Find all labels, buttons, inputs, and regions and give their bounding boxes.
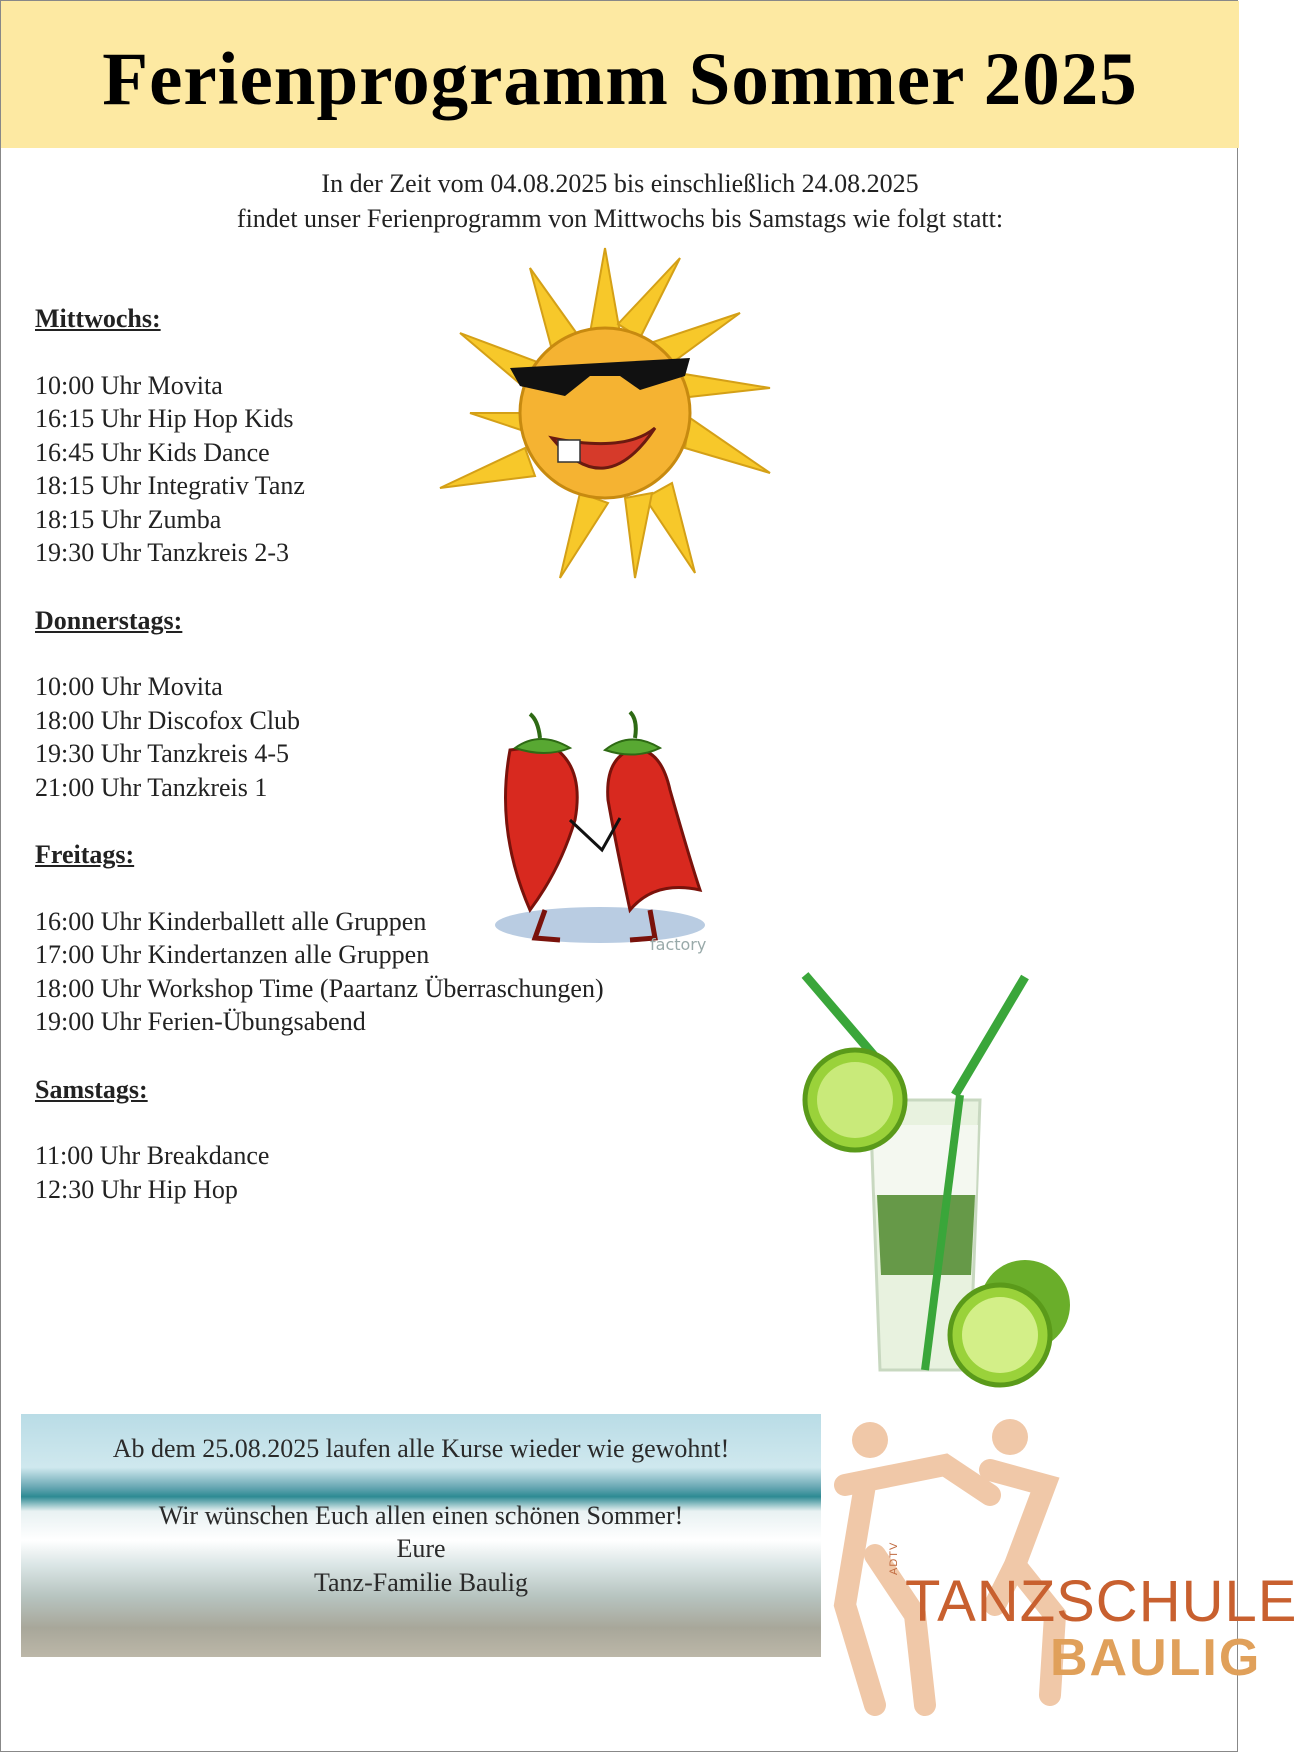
- day-title: Samstags:: [35, 1074, 148, 1104]
- course-item: 12:30 Uhr Hip Hop: [35, 1174, 238, 1204]
- closing-banner: [21, 1414, 821, 1657]
- banner-line-1: Ab dem 25.08.2025 laufen alle Kurse wieder wie gewohnt!: [112, 1434, 730, 1463]
- course-item: 10:00 Uhr Movita: [35, 672, 223, 701]
- logo-adtv: ADTV: [888, 1541, 900, 1575]
- page-title: Ferienprogramm Sommer 2025: [102, 37, 1138, 121]
- course-item: 11:00 Uhr Breakdance: [35, 1141, 270, 1170]
- dancing-peppers-icon: [490, 710, 730, 960]
- course-item: 18:15 Uhr Integrativ Tanz: [35, 471, 305, 500]
- course-item: 21:00 Uhr Tanzkreis 1: [35, 772, 268, 802]
- course-item: 18:00 Uhr Discofox Club: [35, 705, 301, 735]
- course-item: 16:00 Uhr Kinderballett alle Gruppen: [35, 906, 427, 936]
- mojito-glass-icon: [795, 965, 1085, 1400]
- sun-with-sunglasses-icon: [440, 248, 770, 583]
- title-banner: [1, 1, 1239, 148]
- course-item: 19:00 Uhr Ferien-Übungsabend: [35, 1007, 366, 1036]
- intro-text: [0, 166, 1240, 236]
- logo-name-line-1: TANZSCHULE: [905, 1569, 1297, 1634]
- day-title: Donnerstags:: [35, 605, 183, 635]
- course-item: 18:15 Uhr Zumba: [35, 504, 222, 534]
- intro-line-1: In der Zeit vom 04.08.2025 bis einschließlich 24.08.2025: [321, 169, 919, 198]
- day-block-samstags: [35, 1073, 604, 1207]
- course-item: 18:00 Uhr Workshop Time (Paartanz Überraschungen): [35, 973, 604, 1003]
- banner-line-4: Tanz-Familie Baulig: [313, 1568, 529, 1597]
- intro-line-2: findet unser Ferienprogramm von Mittwochs bis Samstags wie folgt statt:: [236, 204, 1004, 233]
- course-item: 16:45 Uhr Kids Dance: [35, 437, 270, 467]
- peppers-watermark: factory: [650, 935, 707, 954]
- logo-name-line-2: BAULIG: [1050, 1629, 1262, 1687]
- day-title: Freitags:: [35, 840, 135, 869]
- course-item: 16:15 Uhr Hip Hop Kids: [35, 404, 294, 433]
- banner-line-3: Eure: [396, 1534, 446, 1563]
- banner-line-2: Wir wünschen Euch allen einen schönen Sommer!: [158, 1501, 684, 1530]
- course-item: 19:30 Uhr Tanzkreis 4-5: [35, 739, 290, 768]
- course-item: 17:00 Uhr Kindertanzen alle Gruppen: [35, 940, 430, 969]
- day-title: Mittwochs:: [35, 304, 161, 333]
- course-item: 19:30 Uhr Tanzkreis 2-3: [35, 538, 290, 567]
- course-item: 10:00 Uhr Movita: [35, 370, 223, 400]
